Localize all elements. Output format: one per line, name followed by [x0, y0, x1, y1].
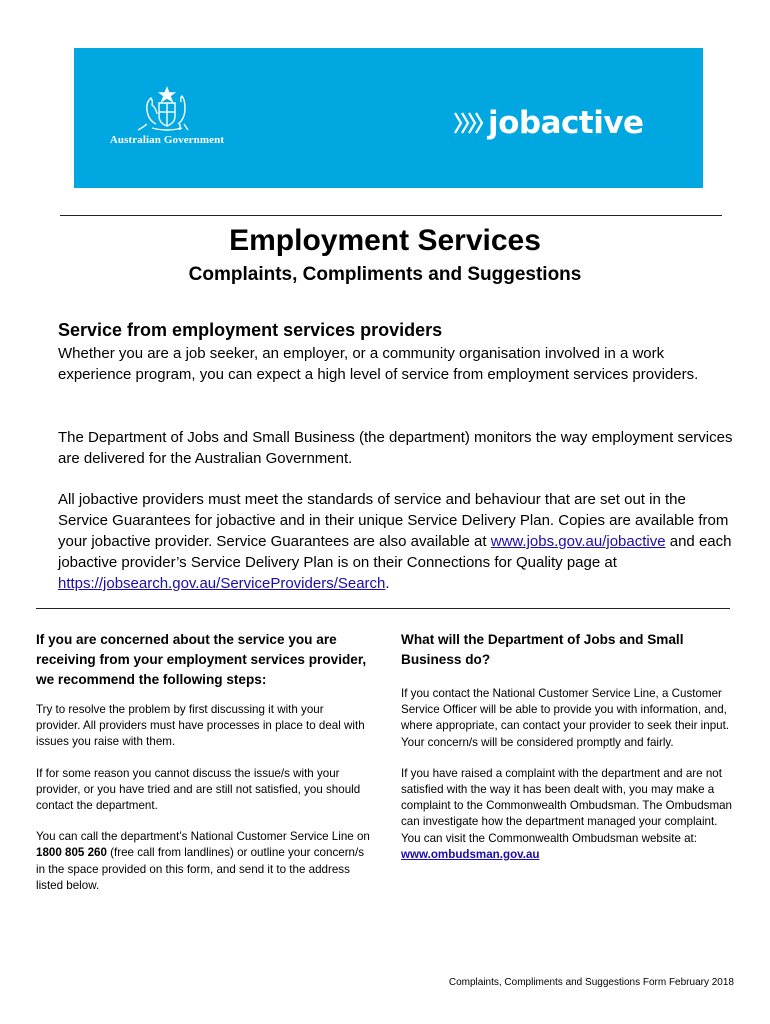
- government-crest: [102, 86, 232, 152]
- department-action-1: If you contact the National Customer Service Line, a Customer Service Officer will be able to provide you with information, and, where appropriate, can contact your provider to seek their input. Your concern/s will be considered promptly and fairly.: [401, 687, 730, 749]
- page-subtitle: Complaints, Compliments and Suggestions: [188, 264, 582, 285]
- department-heading: What will the Department of Jobs and Small Business do?: [401, 632, 684, 667]
- department-action-2: If you have raised a complaint with the department and are not satisfied with the way it has been dealt with, you may make a complaint to the Commonwealth Ombudsman. The Ombudsman can investigate how the department managed your complaint. You can visit the Commonwealth Ombudsman website at:: [401, 766, 733, 845]
- department-paragraph: The Department of Jobs and Small Business (the department) monitors the way employment services are delivered for the Australian Government.: [58, 429, 733, 467]
- jobactive-logo: [452, 102, 644, 144]
- department-action-column: [401, 630, 736, 863]
- ombudsman-link-line: [401, 847, 736, 863]
- jobactive-link[interactable]: www.jobs.gov.au/jobactive: [490, 533, 666, 550]
- call-text-1: You can call the department’s National Customer Service Line on: [36, 830, 370, 844]
- concern-heading: If you are concerned about the service you are receiving from your employment services provider, we recommend the following steps:: [36, 632, 367, 687]
- standards-text-end: .: [385, 575, 390, 592]
- brand-name: jobactive: [488, 105, 644, 141]
- page-title: Employment Services: [229, 224, 541, 257]
- concern-step-3: [36, 829, 370, 894]
- call-text-2: (free call from landlines) or outline your concern/s in the space provided on this form, and send it to the address listed below.: [36, 846, 365, 892]
- section-heading: Service from employment services providers: [58, 320, 443, 340]
- standards-text-1: All jobactive providers must meet the standards of service and behaviour that are set out in the Service Guarantees for jobactive and in their unique Service Delivery Plan. Copies are available from your jobactive provider. Service Guarantees are also available at: [58, 491, 729, 550]
- concern-steps-column: [36, 630, 370, 894]
- concern-step-1: Try to resolve the problem by first discussing it with your provider. All providers must have processes in place to deal with issues you raise with them.: [36, 703, 365, 749]
- footer-text: Complaints, Compliments and Suggestions Form February 2018: [448, 977, 734, 988]
- standards-paragraph: [58, 489, 738, 594]
- provider-search-link[interactable]: https://jobsearch.gov.au/ServiceProviders/Search: [58, 575, 386, 592]
- title-divider: [60, 215, 722, 216]
- government-name: Australian Government: [109, 134, 225, 146]
- concern-step-2: If for some reason you cannot discuss the issue/s with your provider, or you have tried and are still not satisfied, you should contact the department.: [36, 766, 361, 813]
- section-divider: [36, 608, 730, 609]
- intro-paragraph: Whether you are a job seeker, an employer, or a community organisation involved in a work experience program, you can expect a high level of service from employment services providers.: [58, 345, 699, 383]
- jobactive-chevrons-icon: [452, 110, 484, 136]
- ombudsman-link[interactable]: www.ombudsman.gov.au: [401, 847, 540, 861]
- standards-text-2: and each jobactive provider’s Service Delivery Plan is on their Connections for Quality page at: [58, 533, 732, 571]
- phone-number: 1800 805 260: [36, 846, 107, 860]
- coat-of-arms-icon: [132, 86, 202, 132]
